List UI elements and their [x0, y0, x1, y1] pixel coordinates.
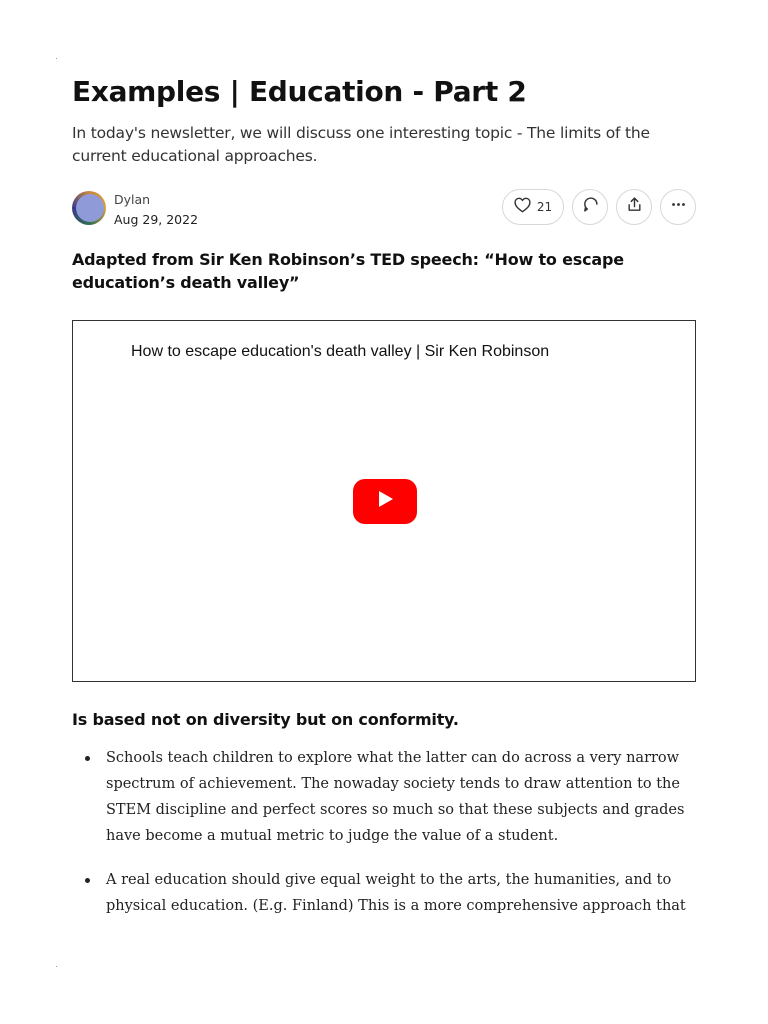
- bullet-dot: [85, 878, 90, 883]
- comment-button[interactable]: [572, 189, 608, 225]
- post-date: Aug 29, 2022: [114, 212, 199, 227]
- heart-icon: [514, 197, 531, 218]
- author-name[interactable]: Dylan: [114, 192, 151, 207]
- avatar-photo: [76, 194, 104, 222]
- play-icon: [375, 489, 395, 514]
- share-icon: [626, 196, 643, 218]
- play-button[interactable]: [353, 479, 417, 524]
- bullet-list: [72, 745, 696, 919]
- more-icon: [670, 196, 687, 218]
- like-button[interactable]: [502, 189, 564, 225]
- post-meta: [72, 186, 696, 236]
- page-marker-top: [56, 58, 57, 59]
- list-item: [72, 867, 696, 919]
- adapted-heading: Adapted from Sir Ken Robinson’s TED speech: “How to escape education’s death valley”: [72, 250, 624, 292]
- video-embed[interactable]: [72, 320, 696, 682]
- comment-icon: [582, 196, 599, 218]
- more-button[interactable]: [660, 189, 696, 225]
- bullet-dot: [85, 756, 90, 761]
- author-avatar[interactable]: [72, 191, 106, 225]
- list-item: [72, 745, 696, 849]
- list-item-text: Schools teach children to explore what the latter can do across a very narrow spectrum of achievement. The nowaday society tends to draw attention to the STEM discipline and perfect scores so much so that these subjects and grades have become a mutual metric to judge the value of a student.: [106, 750, 685, 844]
- post-actions: [502, 189, 696, 225]
- page-marker-bottom: [56, 966, 57, 967]
- post-title: Examples | Education - Part 2: [72, 75, 527, 108]
- post-subtitle: In today's newsletter, we will discuss one interesting topic - The limits of the current educational approaches.: [72, 124, 650, 165]
- like-count: 21: [536, 200, 553, 214]
- list-item-text: A real education should give equal weight to the arts, the humanities, and to physical education. (E.g. Finland) This is a more comprehensive approach that: [106, 872, 686, 914]
- post-article: [72, 72, 696, 937]
- conformity-heading: Is based not on diversity but on conformity.: [72, 710, 459, 729]
- share-button[interactable]: [616, 189, 652, 225]
- video-title[interactable]: How to escape education's death valley | Sir Ken Robinson: [131, 343, 550, 360]
